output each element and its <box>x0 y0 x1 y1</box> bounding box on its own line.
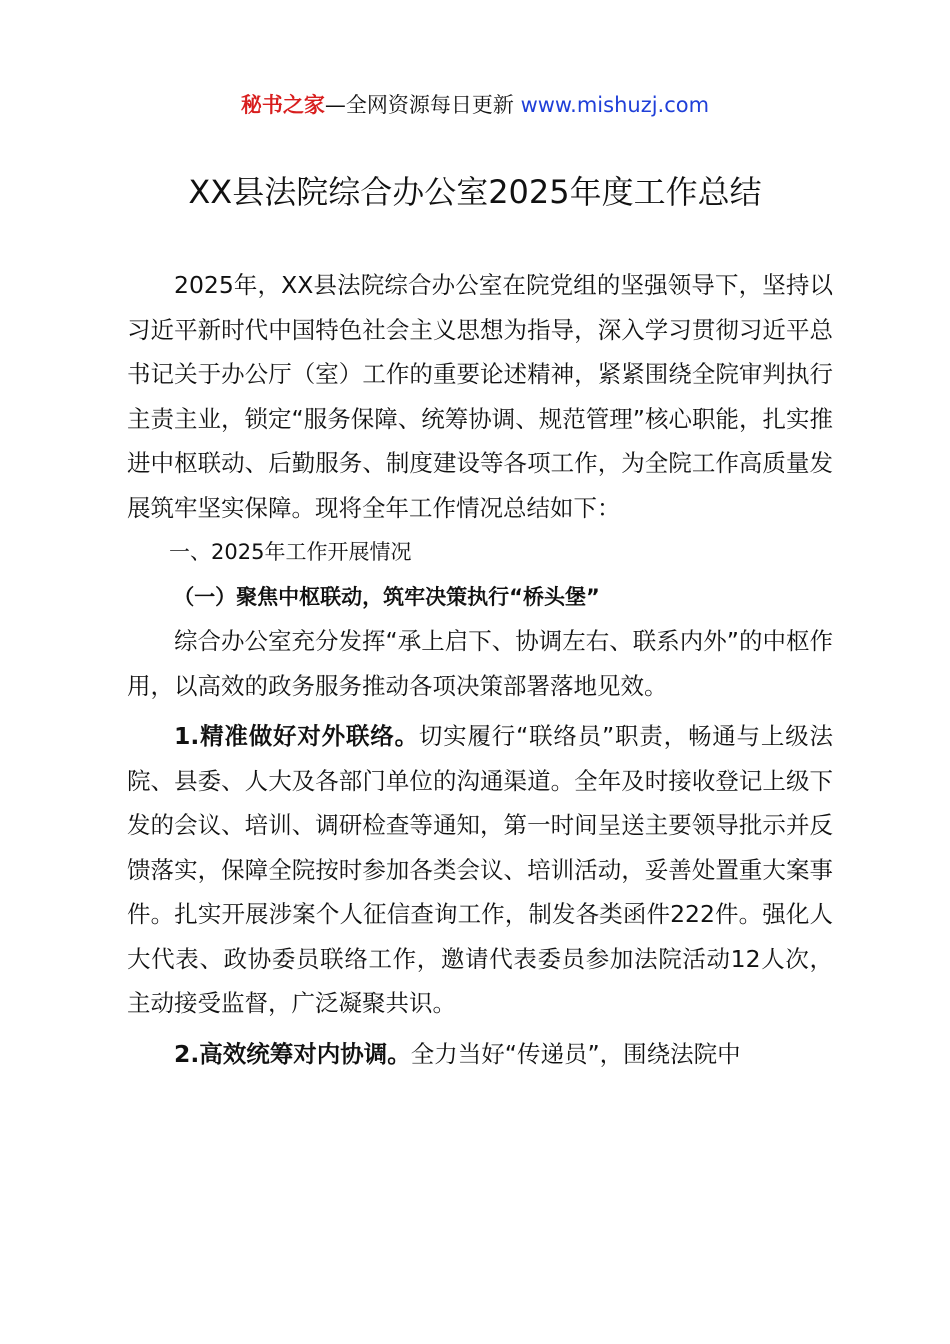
intro-paragraph: 2025年，XX县法院综合办公室在院党组的坚强领导下，坚持以习近平新时代中国特色社会主义思想为指导，深入学习贯彻习近平总书记关于办公厅（室）工作的重要论述精神，紧紧围绕全院审判执行主责主业，锁定“服务保障、统筹协调、规范管理”核心职能，扎实推进中枢联动、后勤服务、制度建设等各项工作，为全院工作高质量发展筑牢坚实保障。现将全年工作情况总结如下： <box>127 271 833 522</box>
brand-name: 秘书之家 <box>240 93 325 117</box>
subsection-heading: （一）聚焦中枢联动，筑牢决策执行“桥头堡” <box>173 584 600 609</box>
subsection-lead-paragraph: 综合办公室充分发挥“承上启下、协调左右、联系内外”的中枢作用，以高效的政务服务推动各项决策部署落地见效。 <box>127 627 833 700</box>
item-title-2: 2.高效统筹对内协调。 <box>174 1039 411 1068</box>
section-heading: 一、2025年工作开展情况 <box>169 540 412 564</box>
item-paragraph-1 <box>127 714 833 1026</box>
item-text-1: 切实履行“联络员”职责，畅通与上级法院、县委、人大及各部门单位的沟通渠道。全年及时接收登记上级下发的会议、培训、调研检查等通知，第一时间呈送主要领导批示并反馈落实，保障全院按时参加各类会议、培训活动，妥善处置重大案事件。扎实开展涉案个人征信查询工作，制发各类函件222件。强化人大代表、政协委员联络工作，邀请代表委员参加法院活动12人次，主动接受监督，广泛凝聚共识。 <box>127 722 833 1017</box>
document-body <box>127 263 833 1076</box>
item-text-2: 全力当好“传递员”，围绕法院中 <box>410 1039 741 1068</box>
item-paragraph-2 <box>127 1032 833 1077</box>
header-tagline: —全网资源每日更新 <box>324 93 514 117</box>
item-title-1: 1.精准做好对外联络。 <box>174 722 419 750</box>
site-url-link[interactable]: www.mishuzj.com <box>520 93 710 117</box>
site-header <box>0 88 950 122</box>
document-title: XX县法院综合办公室2025年度工作总结 <box>188 173 762 211</box>
